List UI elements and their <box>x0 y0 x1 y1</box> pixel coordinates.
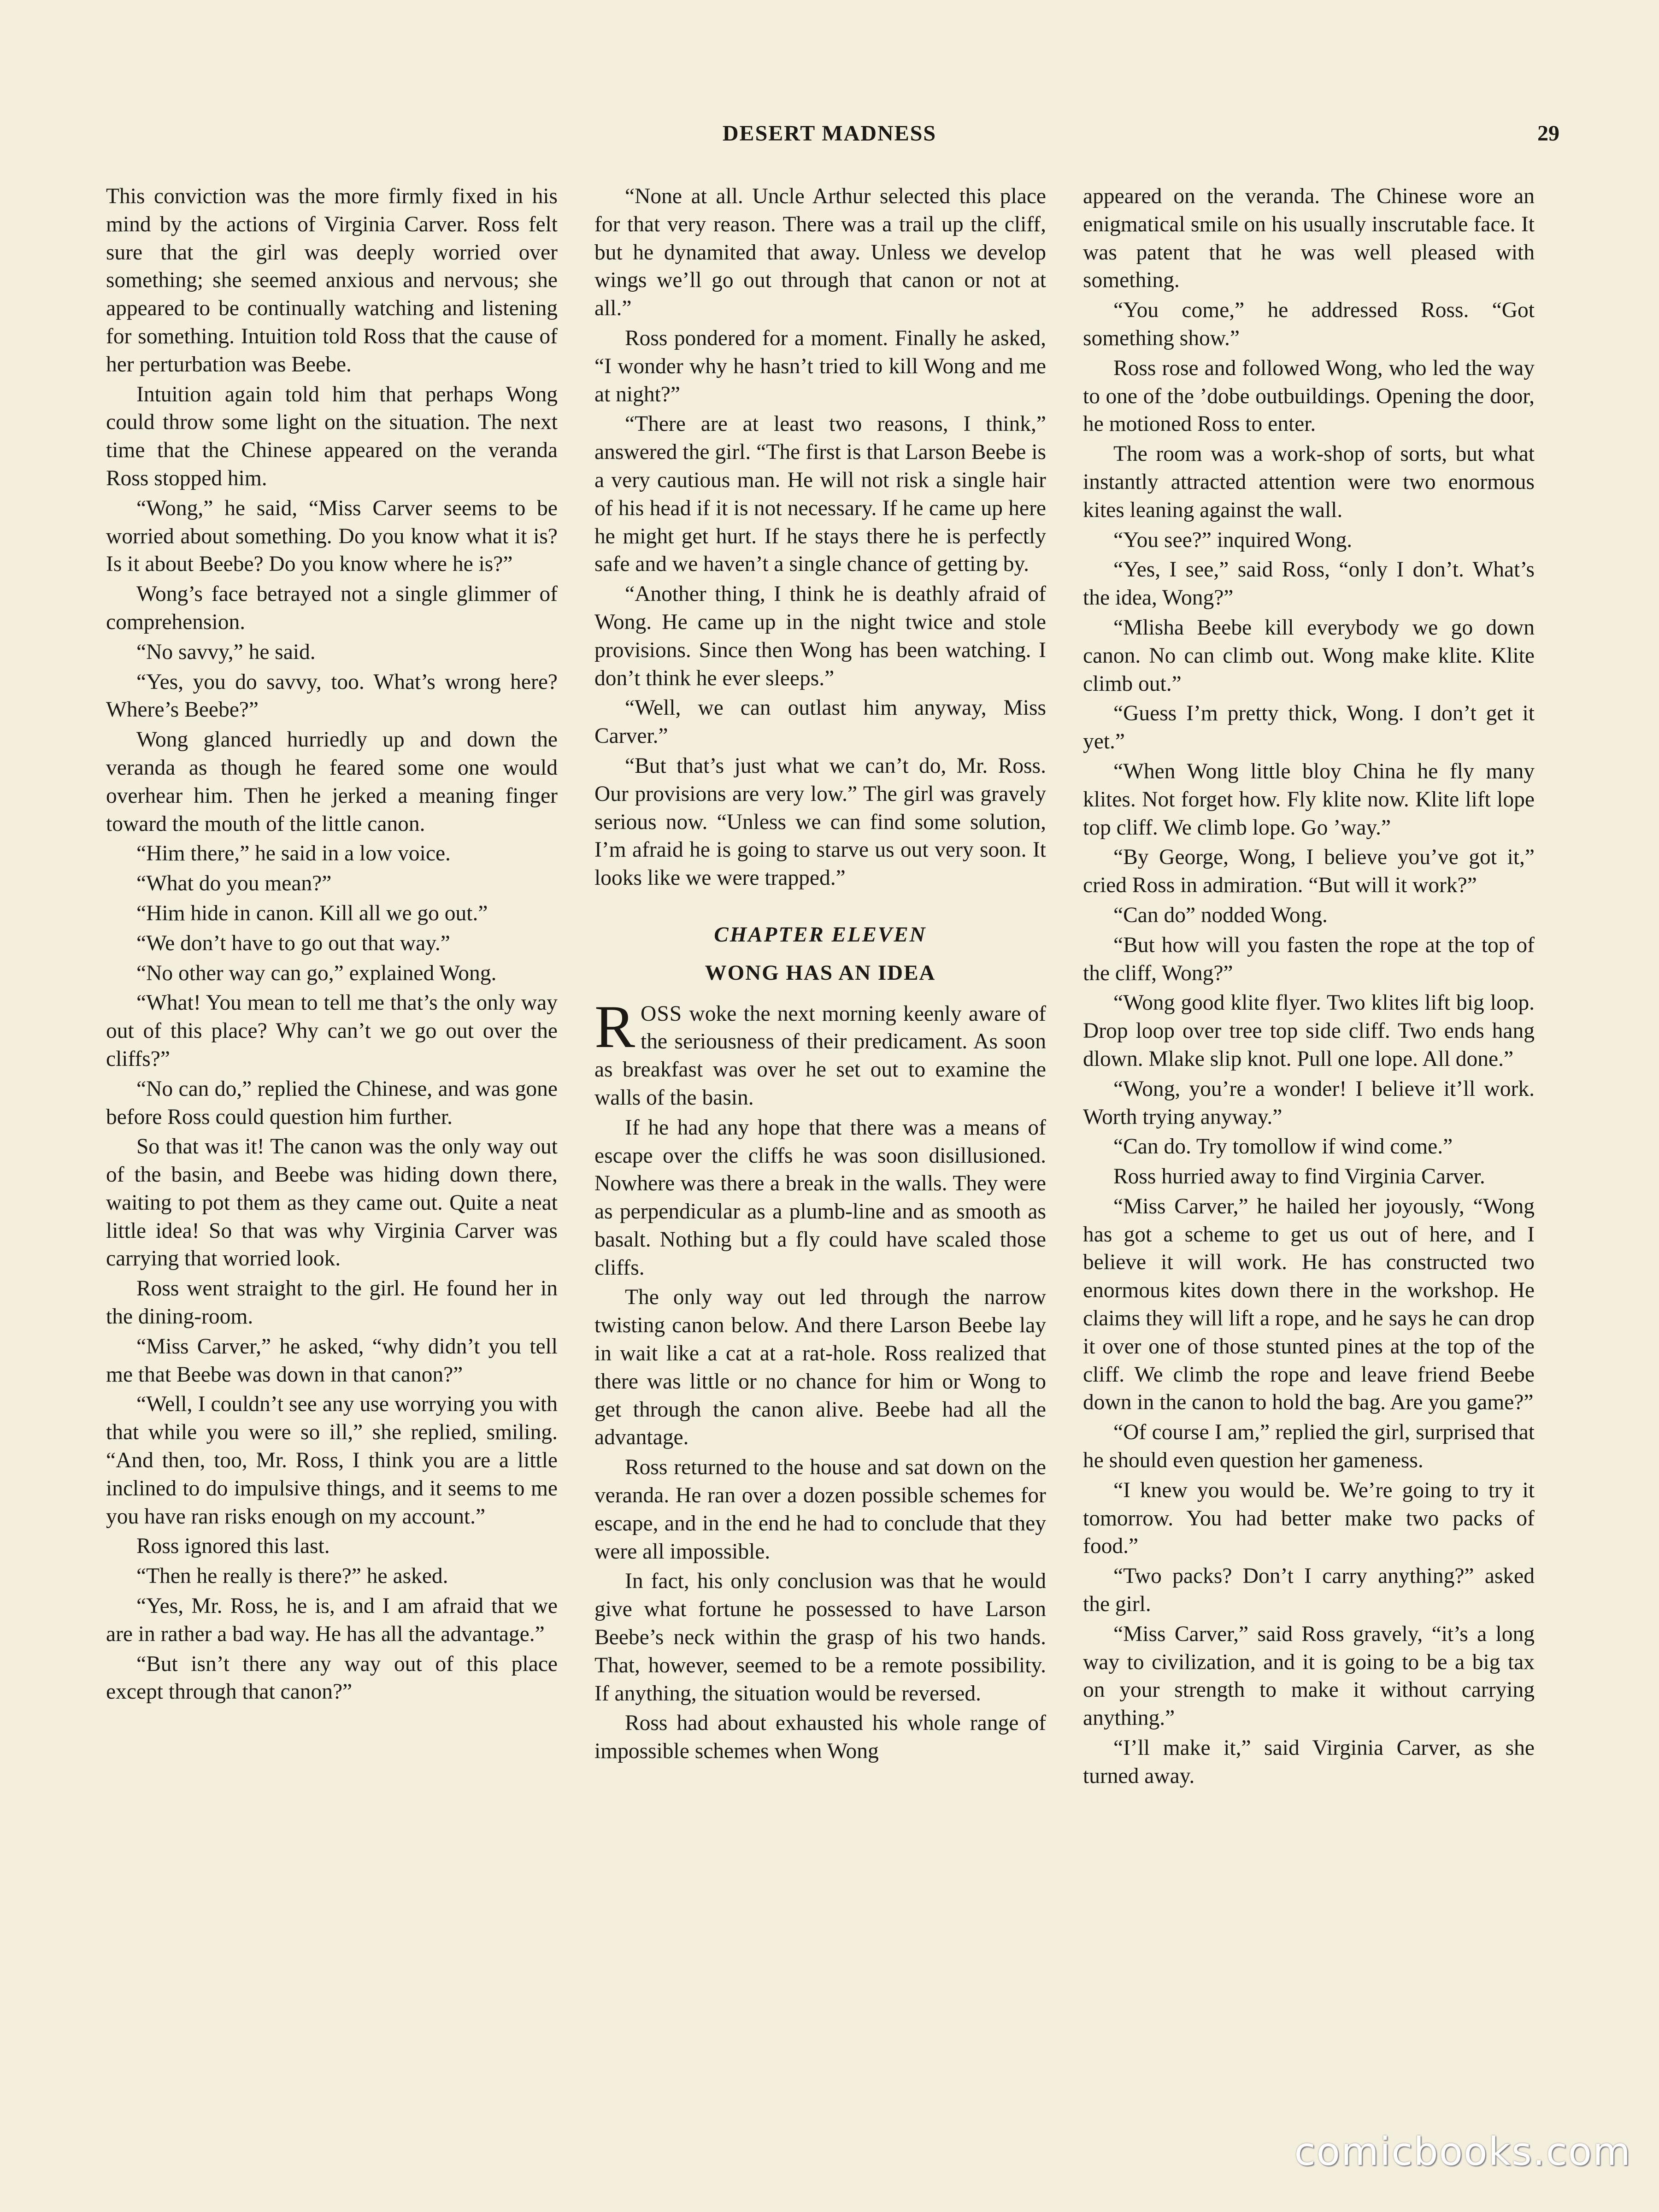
paragraph: Ross pondered for a moment. Finally he asked, “I wonder why he hasn’t tried to kill Wong and me at night?” <box>594 326 1046 406</box>
paragraph: Wong’s face betrayed not a single glimmer of comprehension. <box>106 582 558 634</box>
paragraph: “But how will you fasten the rope at the top of the cliff, Wong?” <box>1083 933 1535 985</box>
paragraph: “Him hide in canon. Kill all we go out.” <box>136 901 488 925</box>
paragraph: appeared on the veranda. The Chinese wore an enigmatical smile on his usually inscrutable face. It was patent that he was well pleased with something. <box>1083 184 1535 293</box>
paragraph: “You come,” he addressed Ross. “Got something show.” <box>1083 298 1535 350</box>
paragraph: “Can do” nodded Wong. <box>1113 903 1328 927</box>
paragraph: “No other way can go,” explained Wong. <box>136 961 497 985</box>
drop-cap: R <box>594 992 635 1060</box>
paragraph: “None at all. Uncle Arthur selected this place for that very reason. There was a trail up the cliff, but he dynamited that away. Unless we develop wings we’ll go out through that canon or not at all.” <box>594 184 1046 321</box>
paragraph: Ross rose and followed Wong, who led the way to one of the ’dobe outbuildings. Opening the door, he motioned Ross to enter. <box>1083 356 1535 436</box>
page-number: 29 <box>1537 121 1559 146</box>
paragraph: “But isn’t there any way out of this place except through that canon?” <box>106 1652 558 1704</box>
paragraph: “Yes, I see,” said Ross, “only I don’t. What’s the idea, Wong?” <box>1083 558 1535 610</box>
text-column-2 <box>594 182 1046 1767</box>
paragraph: “I’ll make it,” said Virginia Carver, as she turned away. <box>1083 1736 1535 1788</box>
paragraph: This conviction was the more firmly fixed in his mind by the actions of Virginia Carver. Ross felt sure that the girl was deeply worried over something; she seemed anxious and nervous; she appeared to be continually watching and listening for something. Intuition told Ross that the cause of her perturbation was Beebe. <box>106 184 558 377</box>
paragraph: “But that’s just what we can’t do, Mr. Ross. Our provisions are very low.” The girl was gravely serious now. “Unless we can find some solution, I’m afraid he is going to starve us out very soon. It looks like we were trapped.” <box>594 753 1046 890</box>
paragraph: “Another thing, I think he is deathly afraid of Wong. He came up in the night twice and stole provisions. Since then Wong has been watching. I don’t think he ever sleeps.” <box>594 582 1046 690</box>
paragraph: “We don’t have to go out that way.” <box>136 931 450 955</box>
paragraph: So that was it! The canon was the only way out of the basin, and Beebe was hiding down there, waiting to pot them as they came out. Quite a neat little idea! So that was why Virginia Carver was carrying that worried look. <box>106 1135 558 1271</box>
paragraph: “Well, I couldn’t see any use worrying you with that while you were so ill,” she replied, smiling. “And then, too, Mr. Ross, I think you are a little inclined to do impulsive things, and it seems to me you have ran risks enough on my account.” <box>106 1392 558 1529</box>
paragraph: Ross went straight to the girl. He found her in the dining-room. <box>106 1277 558 1329</box>
paragraph: “Wong good klite flyer. Two klites lift big loop. Drop loop over tree top side cliff. Two ends hang dlown. Mlake slip knot. Pull one lope. All done.” <box>1083 991 1535 1071</box>
paragraph: “When Wong little bloy China he fly many klites. Not forget how. Fly klite now. Klite lift lope top cliff. We climb lope. Go ’way.” <box>1083 759 1535 840</box>
paragraph: “You see?” inquired Wong. <box>1113 528 1353 552</box>
chapter-title: WONG HAS AN IDEA <box>705 960 936 985</box>
chapter-heading: CHAPTER ELEVEN <box>714 922 927 947</box>
paragraph: In fact, his only conclusion was that he would give what fortune he possessed to have Larson Beebe’s neck within the grasp of his two hands. That, however, seemed to be a remote possibility. If anything, the situation would be reversed. <box>594 1569 1046 1706</box>
opening-small-caps: OSS <box>641 1001 682 1026</box>
paragraph: “Well, we can outlast him anyway, Miss Carver.” <box>594 696 1046 748</box>
paragraph: The room was a work-shop of sorts, but what instantly attracted attention were two enormous kites leaning against the wall. <box>1083 442 1535 522</box>
paragraph: “Of course I am,” replied the girl, surprised that he should even question her gameness. <box>1083 1420 1535 1473</box>
opening-text: woke the next morning keenly aware of the seriousness of their predicament. As soon as breakfast was over he set out to examine the walls of the basin. <box>594 1001 1046 1110</box>
paragraph: “Then he really is there?” he asked. <box>136 1564 448 1588</box>
paragraph: “No savvy,” he said. <box>136 640 316 664</box>
paragraph: Ross had about exhausted his whole range of impossible schemes when Wong <box>594 1711 1046 1764</box>
paragraph: “Guess I’m pretty thick, Wong. I don’t get it yet.” <box>1083 701 1535 754</box>
paragraph: “Mlisha Beebe kill everybody we go down canon. No can climb out. Wong make klite. Klite climb out.” <box>1083 615 1535 696</box>
paragraph: Ross returned to the house and sat down on the veranda. He ran over a dozen possible schemes for escape, and in the end he had to conclude that they were all impossible. <box>594 1455 1046 1564</box>
paragraph: “What! You mean to tell me that’s the only way out of this place? Why can’t we go out over the cliffs?” <box>106 991 558 1071</box>
paragraph: Ross ignored this last. <box>136 1534 330 1559</box>
paragraph: If he had any hope that there was a means of escape over the cliffs he was soon disillusioned. Nowhere was there a break in the walls. They were as perpendicular as a plumb-line and as smooth as basalt. Nothing but a fly could have scaled those cliffs. <box>594 1115 1046 1280</box>
watermark: comicbooks.com <box>1294 2129 1631 2174</box>
paragraph: “What do you mean?” <box>136 871 332 896</box>
paragraph: “Wong,” he said, “Miss Carver seems to be worried about something. Do you know what it is? Is it about Beebe? Do you know where he is?” <box>106 496 558 577</box>
paragraph: “Two packs? Don’t I carry anything?” asked the girl. <box>1083 1564 1535 1617</box>
paragraph: “Miss Carver,” he asked, “why didn’t you tell me that Beebe was down in that canon?” <box>106 1334 558 1387</box>
paragraph: “Miss Carver,” he hailed her joyously, “Wong has got a scheme to get us out of here, and I believe it will work. He has constructed two enormous kites down there in the workshop. He claims they will lift a rope, and he says he can drop it over one of those stunted pines at the top of the cliff. We climb the rope and leave friend Beebe down in the canon to hold the bag. Are you game?” <box>1083 1194 1535 1415</box>
paragraph: “There are at least two reasons, I think,” answered the girl. “The first is that Larson Beebe is a very cautious man. He will not risk a single hair of his head if it is not necessary. If he came up here he might get hurt. If he stays there he is perfectly safe and we haven’t a single chance of getting by. <box>594 412 1046 577</box>
paragraph: “Yes, Mr. Ross, he is, and I am afraid that we are in rather a bad way. He has all the advantage.” <box>106 1594 558 1646</box>
text-column-1 <box>106 182 558 1708</box>
paragraph: Intuition again told him that perhaps Wong could throw some light on the situation. The next time that the Chinese appeared on the veranda Ross stopped him. <box>106 382 558 490</box>
paragraph: The only way out led through the narrow twisting canon below. And there Larson Beebe lay in wait like a cat at a rat-hole. Ross realized that there was little or no chance for him or Wong to get through the canon alive. Beebe had all the advantage. <box>594 1285 1046 1450</box>
paragraph: “Miss Carver,” said Ross gravely, “it’s a long way to civilization, and it is going to be a big tax on your strength to make it without carrying anything.” <box>1083 1622 1535 1730</box>
paragraph: “No can do,” replied the Chinese, and was gone before Ross could question him further. <box>106 1077 558 1129</box>
paragraph: Ross hurried away to find Virginia Carver. <box>1113 1165 1485 1189</box>
running-head-title: DESERT MADNESS <box>722 121 937 146</box>
paragraph: “Him there,” he said in a low voice. <box>136 841 451 866</box>
paragraph: Wong glanced hurriedly up and down the veranda as though he feared some one would overhear him. Then he jerked a meaning finger toward the mouth of the little canon. <box>106 728 558 836</box>
chapter-opening-paragraph <box>594 992 1046 1112</box>
paragraph: “I knew you would be. We’re going to try it tomorrow. You had better make two packs of food.” <box>1083 1478 1535 1559</box>
paragraph: “Yes, you do savvy, too. What’s wrong here? Where’s Beebe?” <box>106 670 558 722</box>
paragraph: “Can do. Try tomollow if wind come.” <box>1113 1135 1453 1159</box>
paragraph: “Wong, you’re a wonder! I believe it’ll work. Worth trying anyway.” <box>1083 1077 1535 1129</box>
paragraph: “By George, Wong, I believe you’ve got it,” cried Ross in admiration. “But will it work?” <box>1083 845 1535 898</box>
text-column-3 <box>1083 182 1535 1792</box>
